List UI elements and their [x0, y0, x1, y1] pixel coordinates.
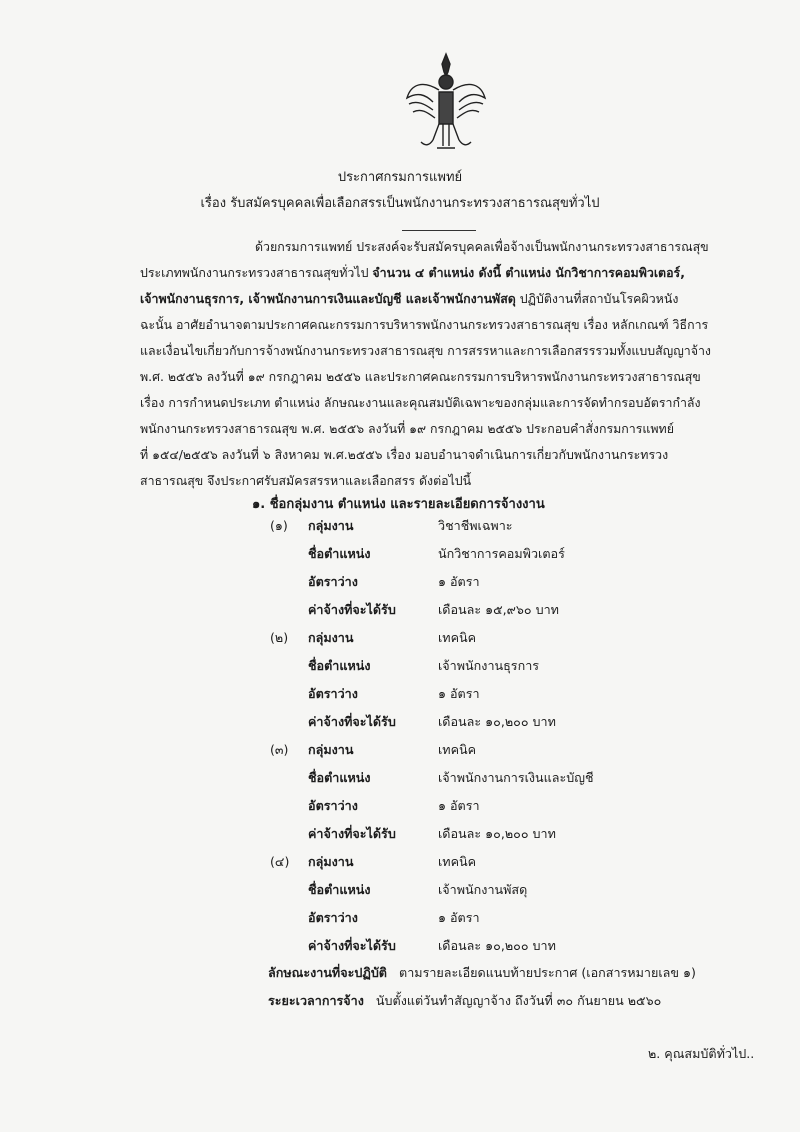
salary-value: เดือนละ ๑๐,๒๐๐ บาท	[438, 826, 556, 841]
salary-label: ค่าจ้างที่จะได้รับ	[308, 938, 396, 953]
duration-line	[268, 991, 661, 1011]
job-nature-value: ตามรายละเอียดแนบท้ายประกาศ (เอกสารหมายเลข ๑)	[399, 965, 696, 980]
position-group-row	[0, 516, 800, 536]
position-title-row	[0, 544, 800, 564]
vacancy-row	[0, 684, 800, 704]
salary-row	[0, 824, 800, 844]
group-label: กลุ่มงาน	[308, 630, 354, 645]
salary-row	[0, 600, 800, 620]
group-value: เทคนิค	[438, 630, 477, 645]
salary-value: เดือนละ ๑๕,๙๖๐ บาท	[438, 602, 559, 617]
vacancy-value: ๑ อัตรา	[438, 686, 480, 701]
position-number: (๓)	[270, 742, 289, 757]
body-line: ฉะนั้น อาศัยอำนาจตามประกาศคณะกรรมการบริหารพนักงานกระทรวงสาธารณสุข เรื่อง หลักเกณฑ์ วิธีการ	[140, 317, 709, 332]
salary-label: ค่าจ้างที่จะได้รับ	[308, 826, 396, 841]
job-nature-line	[268, 963, 696, 983]
position-number: (๑)	[270, 518, 288, 533]
position-number: (๒)	[270, 630, 289, 645]
vacancy-value: ๑ อัตรา	[438, 574, 480, 589]
group-label: กลุ่มงาน	[308, 518, 354, 533]
vacancy-label: อัตราว่าง	[308, 686, 358, 701]
section-heading: ๑. ชื่อกลุ่มงาน ตำแหน่ง และรายละเอียดการจ้างงาน	[252, 497, 545, 512]
salary-value: เดือนละ ๑๐,๒๐๐ บาท	[438, 938, 556, 953]
document-title: ประกาศกรมการแพทย์	[337, 170, 463, 185]
salary-label: ค่าจ้างที่จะได้รับ	[308, 602, 396, 617]
duration-label: ระยะเวลาการจ้าง	[268, 993, 364, 1008]
vacancy-value: ๑ อัตรา	[438, 910, 480, 925]
position-label: ชื่อตำแหน่ง	[308, 770, 371, 785]
vacancy-label: อัตราว่าง	[308, 798, 358, 813]
vacancy-label: อัตราว่าง	[308, 574, 358, 589]
position-number: (๔)	[270, 854, 290, 869]
body-line: สาธารณสุข จึงประกาศรับสมัครสรรหาและเลือกสรร ดังต่อไปนี้	[140, 473, 472, 488]
body-line: ประเภทพนักงานกระทรวงสาธารณสุขทั่วไป จำนวน ๔ ตำแหน่ง ดังนี้ ตำแหน่ง นักวิชาการคอมพิวเตอร์,	[140, 265, 685, 280]
position-group-row	[0, 628, 800, 648]
group-value: เทคนิค	[438, 742, 477, 757]
vacancy-label: อัตราว่าง	[308, 910, 358, 925]
garuda-emblem	[403, 50, 489, 154]
divider-line	[402, 230, 476, 231]
position-title-row	[0, 656, 800, 676]
salary-value: เดือนละ ๑๐,๒๐๐ บาท	[438, 714, 556, 729]
group-label: กลุ่มงาน	[308, 854, 354, 869]
group-label: กลุ่มงาน	[308, 742, 354, 757]
body-line: และเงื่อนไขเกี่ยวกับการจ้างพนักงานกระทรวงสาธารณสุข การสรรหาและการเลือกสรรรวมทั้งแบบสัญญาจ้าง	[140, 343, 711, 358]
position-title-row	[0, 768, 800, 788]
position-title-row	[0, 880, 800, 900]
body-line: ด้วยกรมการแพทย์ ประสงค์จะรับสมัครบุคคลเพื่อจ้างเป็นพนักงานกระทรวงสาธารณสุข	[255, 239, 709, 254]
position-group-row	[0, 740, 800, 760]
continued-marker: ๒. คุณสมบัติทั่วไป..	[648, 1046, 755, 1061]
body-line: พ.ศ. ๒๕๕๖ ลงวันที่ ๑๙ กรกฎาคม ๒๕๕๖ และประกาศคณะกรรมการบริหารพนักงานกระทรวงสาธารณสุข	[140, 369, 701, 384]
position-value: เจ้าพนักงานพัสดุ	[438, 882, 528, 897]
vacancy-row	[0, 572, 800, 592]
job-nature-label: ลักษณะงานที่จะปฏิบัติ	[268, 965, 387, 980]
group-value: เทคนิค	[438, 854, 477, 869]
group-value: วิชาชีพเฉพาะ	[438, 518, 513, 533]
body-line: พนักงานกระทรวงสาธารณสุข พ.ศ. ๒๕๕๖ ลงวันที่ ๑๙ กรกฎาคม ๒๕๕๖ ประกอบคำสั่งกรมการแพทย์	[140, 421, 674, 436]
position-label: ชื่อตำแหน่ง	[308, 882, 371, 897]
vacancy-value: ๑ อัตรา	[438, 798, 480, 813]
position-label: ชื่อตำแหน่ง	[308, 658, 371, 673]
body-line: เจ้าพนักงานธุรการ, เจ้าพนักงานการเงินและบัญชี และเจ้าพนักงานพัสดุ ปฏิบัติงานที่สถาบันโรคผิวหนัง	[140, 291, 679, 306]
position-value: เจ้าพนักงานธุรการ	[438, 658, 540, 673]
vacancy-row	[0, 796, 800, 816]
position-label: ชื่อตำแหน่ง	[308, 546, 371, 561]
position-group-row	[0, 852, 800, 872]
duration-value: นับตั้งแต่วันทำสัญญาจ้าง ถึงวันที่ ๓๐ กันยายน ๒๕๖๐	[375, 993, 662, 1008]
position-value: นักวิชาการคอมพิวเตอร์	[438, 546, 565, 561]
salary-row	[0, 936, 800, 956]
body-line: ที่ ๑๕๔/๒๕๕๖ ลงวันที่ ๖ สิงหาคม พ.ศ.๒๕๕๖ เรื่อง มอบอำนาจดำเนินการเกี่ยวกับพนักงานกระทรวง	[140, 447, 669, 462]
vacancy-row	[0, 908, 800, 928]
salary-row	[0, 712, 800, 732]
document-subject: เรื่อง รับสมัครบุคคลเพื่อเลือกสรรเป็นพนักงานกระทรวงสาธารณสุขทั่วไป	[200, 196, 600, 211]
position-value: เจ้าพนักงานการเงินและบัญชี	[438, 770, 594, 785]
salary-label: ค่าจ้างที่จะได้รับ	[308, 714, 396, 729]
body-line: เรื่อง การกำหนดประเภท ตำแหน่ง ลักษณะงานและคุณสมบัติเฉพาะของกลุ่มและการจัดทำกรอบอัตรากำลัง	[140, 395, 701, 410]
